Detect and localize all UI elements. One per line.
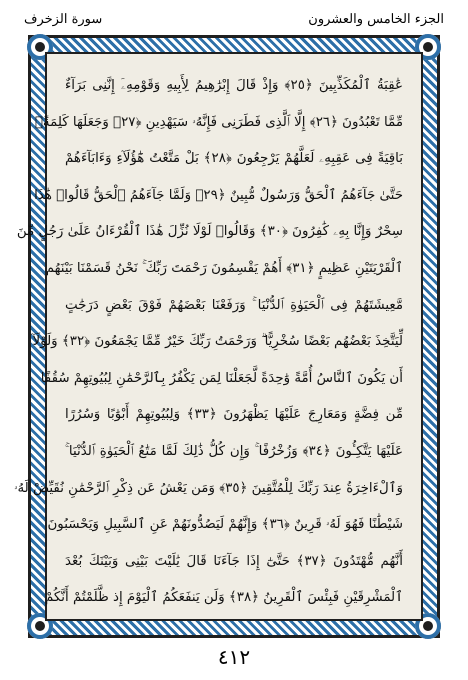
- text-line: أَنَّهُم مُّهْتَدُونَ ﴿٣٧﴾ حَتَّىٰٓ إِذَا جَآءَنَا قَالَ يَٰلَيْتَ بَيْنِى وَبَيْنَكَ بُعْدَ: [65, 553, 403, 569]
- page-number: ٤١٢: [217, 645, 251, 669]
- juz-title: الجزء الخامس والعشرون: [308, 12, 444, 27]
- page-header: [0, 0, 468, 40]
- text-line: عَلَيْهَا يَتَّكِـُٔونَ ﴿٣٤﴾ وَزُخْرُفًا ۚ وَإِن كُلُّ ذَٰلِكَ لَمَّا مَتَٰعُ ٱلْحَيَوٰةِ ٱلدُّنْيَا ۚ: [65, 443, 403, 459]
- text-line: وَٱلْءَاخِرَةُ عِندَ رَبِّكَ لِلْمُتَّقِينَ ﴿٣٥﴾ وَمَن يَعْشُ عَن ذِكْرِ ٱلرَّحْمَٰنِ نُقَيِّضْ لَهُۥ: [14, 480, 403, 496]
- text-line: بَاقِيَةً فِى عَقِبِهِۦ لَعَلَّهُمْ يَرْجِعُونَ ﴿٢٨﴾ بَلْ مَتَّعْتُ هَٰٓؤُلَآءِ وَءَابَآءَهُمْ: [65, 151, 403, 167]
- text-line: أَن يَكُونَ ٱلنَّاسُ أُمَّةً وَٰحِدَةً لَّجَعَلْنَا لِمَن يَكْفُرُ بِٱلرَّحْمَٰنِ لِبُيُوتِهِمْ سُقُفًا: [40, 370, 403, 386]
- text-line: مَّعِيشَتَهُمْ فِى ٱلْحَيَوٰةِ ٱلدُّنْيَا ۚ وَرَفَعْنَا بَعْضَهُمْ فَوْقَ بَعْضٍ دَرَجَٰتٍ: [65, 297, 403, 313]
- text-line: لِّيَتَّخِذَ بَعْضُهُم بَعْضًا سُخْرِيًّا ۗ وَرَحْمَتُ رَبِّكَ خَيْرٌ مِّمَّا يَجْمَعُونَ ﴿٣٢﴾ وَلَوْلَآ: [32, 334, 403, 350]
- text-line: سِحْرٌ وَإِنَّا بِهِۦ كَٰفِرُونَ ﴿٣٠﴾ وَقَالُوا۟ لَوْلَا نُزِّلَ هَٰذَا ٱلْقُرْءَانُ عَلَىٰ رَجُلٍ مِّنَ: [16, 224, 403, 240]
- text-line: مِّمَّا تَعْبُدُونَ ﴿٢٦﴾ إِلَّا ٱلَّذِى فَطَرَنِى فَإِنَّهُۥ سَيَهْدِينِ ﴿٢٧﴾ وَجَعَلَهَا كَلِمَةًۢ: [34, 114, 403, 130]
- text-line: ٱلْقَرْيَتَيْنِ عَظِيمٍ ﴿٣١﴾ أَهُمْ يَقْسِمُونَ رَحْمَتَ رَبِّكَ ۚ نَحْنُ قَسَمْنَا بَيْنَهُم: [45, 260, 403, 276]
- text-line: شَيْطَٰنًا فَهُوَ لَهُۥ قَرِينٌ ﴿٣٦﴾ وَإِنَّهُمْ لَيَصُدُّونَهُمْ عَنِ ٱلسَّبِيلِ وَيَحْسَبُونَ: [47, 517, 403, 533]
- text-line: عَٰقِبَةُ ٱلْمُكَذِّبِينَ ﴿٢٥﴾ وَإِذْ قَالَ إِبْرَٰهِيمُ لِأَبِيهِ وَقَوْمِهِۦٓ إِنَّنِى بَرَآءٌ: [65, 78, 403, 93]
- text-line: حَتَّىٰ جَآءَهُمُ ٱلْحَقُّ وَرَسُولٌ مُّبِينٌ ﴿٢٩﴾ وَلَمَّا جَآءَهُمُ ٱلْحَقُّ قَالُوا۟ هَٰذَا: [34, 187, 403, 203]
- text-panel: [14, 52, 423, 621]
- text-line: ٱلْمَشْرِقَيْنِ فَبِئْسَ ٱلْقَرِينُ ﴿٣٨﴾ وَلَن يَنفَعَكُمُ ٱلْيَوْمَ إِذ ظَّلَمْتُمْ أَنَّكُمْ: [44, 590, 403, 606]
- surah-title: سورة الزخرف: [24, 12, 103, 27]
- text-line: مِّن فِضَّةٍ وَمَعَارِجَ عَلَيْهَا يَظْهَرُونَ ﴿٣٣﴾ وَلِبُيُوتِهِمْ أَبْوَٰبًا وَسُرُرًا: [65, 407, 404, 423]
- ornamental-frame: [14, 35, 440, 638]
- verse-text: [14, 68, 404, 607]
